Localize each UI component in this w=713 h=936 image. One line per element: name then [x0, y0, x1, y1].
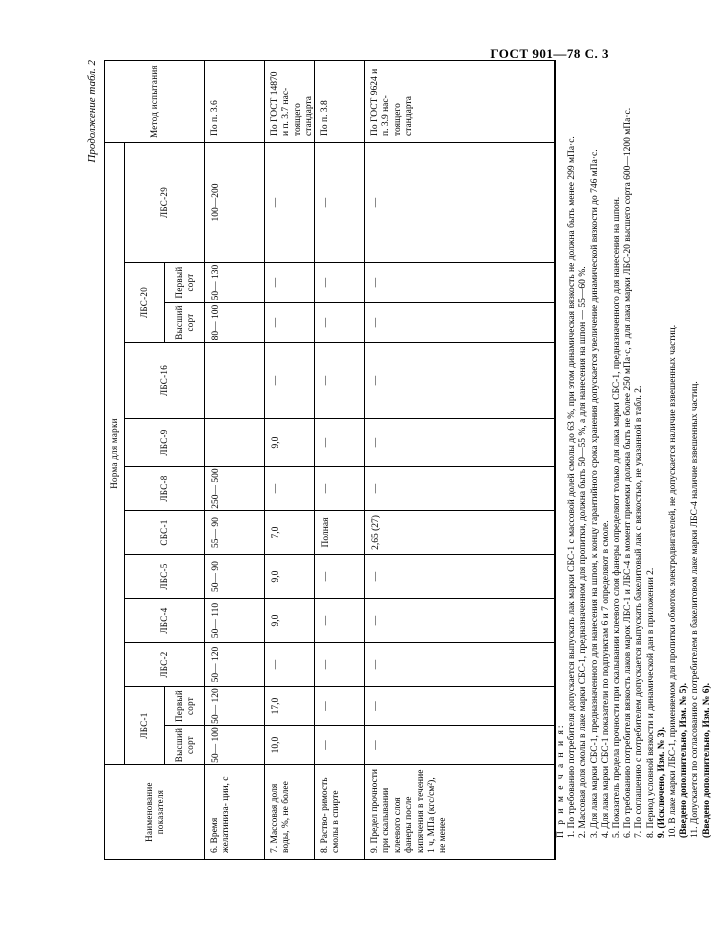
brand-header: ЛБС-4: [125, 598, 205, 642]
note-item: 7. По соглашению с потребителем допускается выпускать бакелитовый лак с вязкостью, не указанной в табл. 2.: [634, 385, 645, 838]
note-item: 3. Для лака марки СБС-1, предназначенного для нанесения на шпон, к концу гарантийного срока хранения допускается увеличение динамической вязкости до 746 мПа·с.: [589, 149, 600, 838]
document-code: ГОСТ 901—78 С. 3: [490, 46, 609, 61]
note-item: 8. Период условной вязкости и динамической дан в приложении 2.: [645, 567, 656, 838]
value-cell: 10,0: [265, 725, 315, 764]
note-item: 1. По требованию потребителя допускается выпускать лак марки СБС-1 с массовой долей смолы до 63 %, при этом динамическая вязкость не должна быть менее 299 мПа·с.: [567, 136, 578, 838]
note-item: (Введено дополнительно, Изм. № 6).: [701, 683, 712, 838]
col-header-norm: Норма для марки: [105, 142, 125, 764]
value-cell: —: [265, 142, 315, 262]
value-cell: —: [315, 725, 365, 764]
value-cell: —: [265, 262, 315, 302]
value-cell: —: [315, 466, 365, 510]
row-label: 6. Время желатиниза- ции, с: [205, 764, 265, 860]
value-cell: —: [365, 342, 555, 418]
rotated-page-content: [86, 60, 712, 860]
value-cell: —: [315, 554, 365, 598]
method-cell: По п. 3.6: [205, 60, 265, 142]
value-cell: —: [315, 302, 365, 342]
value-cell: 50— 110: [205, 598, 265, 642]
value-cell: —: [365, 302, 555, 342]
value-cell: —: [365, 142, 555, 262]
note-item: 10. В лаке марки ЛБС-1, применяемом для пропитки обмоток электродвигателей, не допускается наличие взвешенных частиц.: [668, 324, 679, 838]
value-cell: 100—200: [205, 142, 265, 262]
value-cell: Полная: [315, 510, 365, 554]
row-label: 7. Массовая доля воды, %, не более: [265, 764, 315, 860]
brand-header: ЛБС-8: [125, 466, 205, 510]
method-cell: По ГОСТ 14870 и п. 3.7 нас- тоящего стандарта: [265, 60, 315, 142]
value-cell: —: [265, 302, 315, 342]
specification-table: [104, 60, 556, 860]
note-item: 4. Для лака марки СБС-1 показатели по подпунктам 6 и 7 определяют в смоле.: [600, 520, 611, 838]
value-cell: —: [365, 642, 555, 686]
brand-header: ЛБС-9: [125, 418, 205, 466]
brand-header: СБС-1: [125, 510, 205, 554]
value-cell: —: [365, 418, 555, 466]
grade-first-header: Первый сорт: [165, 262, 205, 302]
value-cell: 55— 90: [205, 510, 265, 554]
value-cell: 50— 90: [205, 554, 265, 598]
col-header-method: Метод испытания: [105, 60, 205, 142]
value-cell: —: [365, 554, 555, 598]
note-item: 5. Показатель предела прочности при скалывании клеевого слоя фанеры определяют только для лака марки СБС-1, предназначенного для нанесения на шпон.: [612, 196, 623, 838]
value-cell: 9,0: [265, 554, 315, 598]
brand-header: ЛБС-29: [125, 142, 205, 262]
grade-first-header: Первый сорт: [165, 686, 205, 725]
value-cell: —: [265, 466, 315, 510]
note-item: 9. (Исключено, Изм. № 3).: [656, 726, 667, 838]
brand-header: ЛБС-5: [125, 554, 205, 598]
brand-header: ЛБС-16: [125, 342, 205, 418]
notes-title: П р и м е ч а н и я:: [556, 723, 566, 838]
brand-header: ЛБС-1: [125, 686, 165, 764]
value-cell: —: [365, 466, 555, 510]
col-header-name: Наименование показателя: [105, 764, 205, 860]
value-cell: —: [265, 642, 315, 686]
value-cell: —: [365, 686, 555, 725]
value-cell: —: [315, 598, 365, 642]
value-cell: —: [315, 142, 365, 262]
note-item: 2. Массовая доля смолы в лаке марки СБС-1, предназначенном для пропитки, должна быть 50—55 %, а для нанесения на шпон — 55—60 %.: [578, 266, 589, 838]
value-cell: 50— 120: [205, 686, 265, 725]
value-cell: 250— 500: [205, 466, 265, 510]
value-cell: 2,65 (27): [365, 510, 555, 554]
brand-header: ЛБС-20: [125, 262, 165, 342]
brand-header: ЛБС-2: [125, 642, 205, 686]
value-cell: —: [315, 418, 365, 466]
value-cell: 80— 100: [205, 302, 265, 342]
method-cell: По ГОСТ 9624 и п. 3.9 нас- тоящего стандарта: [365, 60, 555, 142]
value-cell: —: [365, 262, 555, 302]
value-cell: [205, 418, 265, 466]
value-cell: —: [365, 598, 555, 642]
row-label: 9. Предел прочности при скалывании клеевого слоя фанеры после кипячения в течение 1 ч, МПа (кгс/см²), не менее: [365, 764, 555, 860]
value-cell: —: [265, 342, 315, 418]
value-cell: 17,0: [265, 686, 315, 725]
note-item: 11. Допускается по согласованию с потребителем в бакелитовом лаке марки ЛБС-4 наличие взвешенных частиц.: [690, 381, 701, 838]
note-item: 6. По требованию потребителя вязкость лаков марок ЛБС-1 и ЛБС-4 в момент приемки должна быть не более 250 мПа·с, а для лака марки ЛБС-20 высшего сорта 600—1200 мПа·с.: [623, 107, 634, 838]
value-cell: [205, 342, 265, 418]
value-cell: —: [315, 342, 365, 418]
value-cell: —: [365, 725, 555, 764]
value-cell: 9,0: [265, 598, 315, 642]
value-cell: 50— 130: [205, 262, 265, 302]
value-cell: 9,0: [265, 418, 315, 466]
table-continuation-label: Продолжение табл. 2: [86, 60, 98, 163]
value-cell: —: [315, 642, 365, 686]
value-cell: —: [315, 262, 365, 302]
grade-top-header: Высший сорт: [165, 725, 205, 764]
value-cell: 50— 100: [205, 725, 265, 764]
value-cell: 50— 120: [205, 642, 265, 686]
value-cell: 7,0: [265, 510, 315, 554]
grade-top-header: Высший сорт: [165, 302, 205, 342]
value-cell: —: [315, 686, 365, 725]
note-item: (Введено дополнительно, Изм. № 5).: [679, 683, 690, 838]
row-label: 8. Раство- римость смолы в спирте: [315, 764, 365, 860]
method-cell: По п. 3.8: [315, 60, 365, 142]
notes-section: [556, 64, 713, 854]
